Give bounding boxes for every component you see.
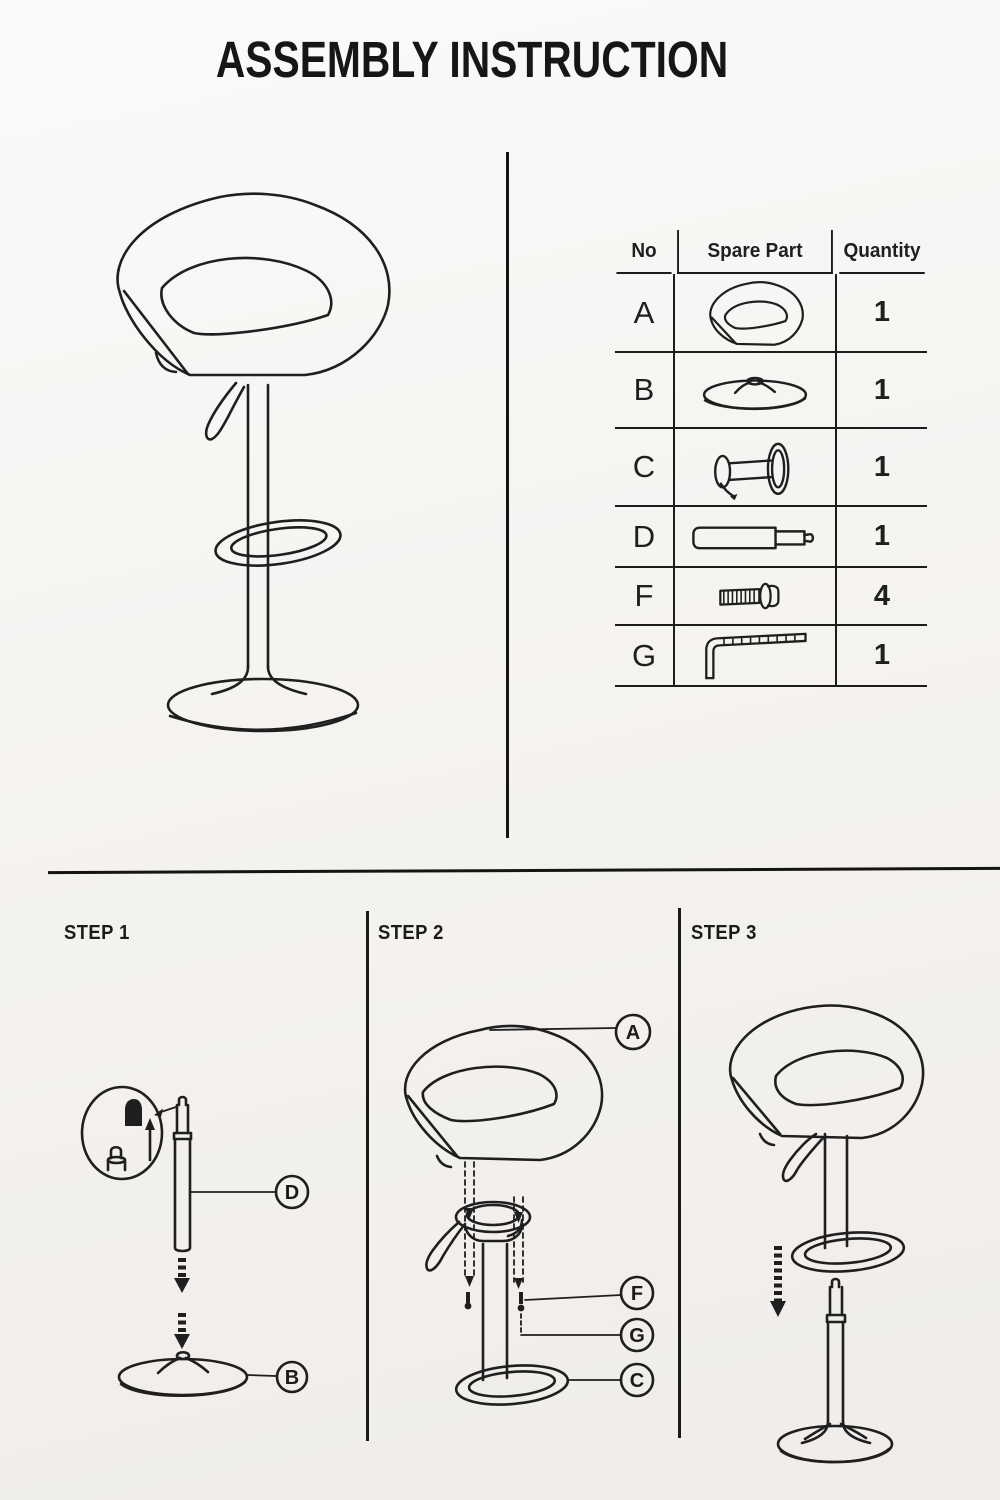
- part-row-letter: A: [615, 274, 673, 353]
- part-qty: 1: [837, 429, 927, 507]
- gas-lift-icon: [685, 513, 825, 561]
- callout-g: [621, 1319, 653, 1351]
- base-drawing: [119, 1352, 247, 1396]
- page-title: ASSEMBLY INSTRUCTION: [215, 31, 729, 88]
- callout-f: [621, 1277, 653, 1309]
- base-icon: [691, 357, 819, 423]
- step-3-diagram: [690, 960, 990, 1485]
- seat-column-assembly-drawing: [730, 1006, 923, 1276]
- part-qty: 1: [837, 274, 927, 353]
- table-row: [673, 568, 837, 626]
- part-qty: 1: [837, 626, 927, 687]
- stool-seat-opening: [161, 258, 331, 334]
- cap-icon: [125, 1099, 142, 1126]
- table-row: [673, 626, 837, 687]
- gas-lift-base-drawing: [778, 1279, 892, 1462]
- svg-text:C: C: [629, 1370, 645, 1392]
- svg-text:D: D: [284, 1182, 300, 1204]
- part-row-letter: G: [615, 626, 673, 687]
- callout-c: [621, 1364, 653, 1396]
- part-row-letter: F: [615, 568, 673, 626]
- seat-icon: [691, 277, 819, 349]
- step-2-diagram: [375, 960, 675, 1440]
- part-row-letter: D: [615, 507, 673, 568]
- stool-lever: [206, 383, 244, 439]
- svg-text:B: B: [284, 1367, 300, 1389]
- divider-horizontal: [48, 867, 1000, 874]
- divider-step1-step2: [366, 911, 369, 1441]
- part-qty: 4: [837, 568, 927, 626]
- table-row: [673, 429, 837, 507]
- parts-table: [615, 230, 927, 687]
- part-row-letter: B: [615, 353, 673, 429]
- allen-key-icon: [685, 625, 825, 687]
- svg-text:A: A: [625, 1022, 641, 1044]
- table-row: [673, 353, 837, 429]
- footrest-column-drawing: [426, 1202, 569, 1409]
- col-header-spare-part: Spare Part: [677, 230, 833, 274]
- col-header-no: No: [616, 230, 671, 274]
- svg-text:G: G: [629, 1325, 645, 1347]
- part-qty: 1: [837, 507, 927, 568]
- stool-footrest-ring: [213, 513, 344, 572]
- gas-lift-drawing: [174, 1097, 191, 1251]
- svg-text:F: F: [630, 1283, 644, 1305]
- step-1-diagram: [55, 960, 355, 1440]
- divider-vertical-top: [506, 152, 509, 838]
- col-header-quantity: Quantity: [839, 230, 925, 274]
- table-row: [673, 507, 837, 568]
- table-row: [673, 274, 837, 353]
- callout-a: [616, 1015, 650, 1049]
- callout-b: [277, 1362, 307, 1392]
- step-2-label: STEP 2: [378, 922, 444, 944]
- arrow-up-icon: [145, 1118, 155, 1130]
- step-3-label: STEP 3: [691, 922, 757, 944]
- part-row-letter: C: [615, 429, 673, 507]
- stool-seat-outline: [118, 194, 390, 375]
- divider-step2-step3: [678, 908, 681, 1438]
- part-qty: 1: [837, 353, 927, 429]
- step-1-label: STEP 1: [64, 922, 130, 944]
- assembled-stool-figure: [100, 185, 400, 745]
- bolt-icon: [703, 570, 807, 622]
- bolt-icon: [465, 1292, 525, 1311]
- callout-d: [276, 1176, 308, 1208]
- footrest-ring-icon: [691, 430, 819, 504]
- seat-drawing: [405, 1026, 602, 1167]
